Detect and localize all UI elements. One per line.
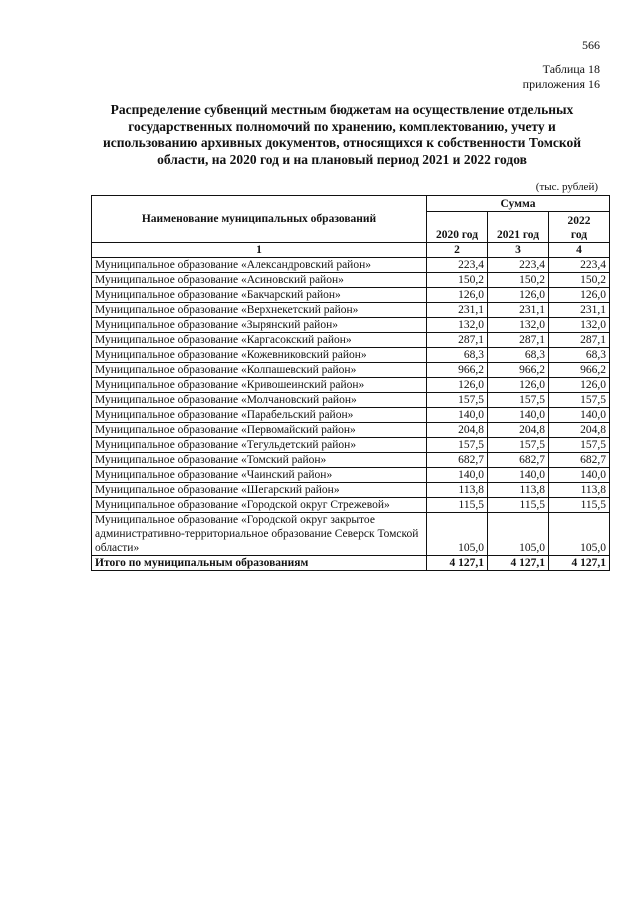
amount-2021: 68,3 <box>488 348 549 363</box>
col-number-2: 2 <box>427 243 488 258</box>
total-2022: 4 127,1 <box>549 556 610 571</box>
table-reference <box>523 62 600 92</box>
amount-2022: 204,8 <box>549 423 610 438</box>
table-row <box>92 273 610 288</box>
total-2020: 4 127,1 <box>427 556 488 571</box>
amount-2022: 682,7 <box>549 453 610 468</box>
amount-2021: 231,1 <box>488 303 549 318</box>
amount-2022: 157,5 <box>549 393 610 408</box>
municipality-name: Муниципальное образование «Парабельский район» <box>92 408 427 423</box>
subsidy-table <box>91 195 610 571</box>
municipality-name: Муниципальное образование «Томский район» <box>92 453 427 468</box>
amount-2021: 126,0 <box>488 288 549 303</box>
header-name: Наименование муниципальных образований <box>92 196 427 243</box>
municipality-name: Муниципальное образование «Каргасокский район» <box>92 333 427 348</box>
amount-2022: 140,0 <box>549 408 610 423</box>
table-ref-line1: Таблица 18 <box>542 62 600 76</box>
amount-2021: 113,8 <box>488 483 549 498</box>
amount-2020: 140,0 <box>427 468 488 483</box>
amount-2020: 113,8 <box>427 483 488 498</box>
col-number-1: 1 <box>92 243 427 258</box>
amount-2021: 150,2 <box>488 273 549 288</box>
header-year-2020: 2020 год <box>427 212 488 243</box>
amount-2020: 966,2 <box>427 363 488 378</box>
amount-2021: 287,1 <box>488 333 549 348</box>
amount-2020: 204,8 <box>427 423 488 438</box>
table-row <box>92 468 610 483</box>
municipality-name: Муниципальное образование «Шегарский район» <box>92 483 427 498</box>
table-row <box>92 438 610 453</box>
table-row <box>92 513 610 556</box>
header-year-2022: 2022 год <box>549 212 610 243</box>
amount-2021: 140,0 <box>488 408 549 423</box>
municipality-name: Муниципальное образование «Верхнекетский район» <box>92 303 427 318</box>
table-row <box>92 333 610 348</box>
amount-2022: 150,2 <box>549 273 610 288</box>
table-row <box>92 453 610 468</box>
amount-2020: 150,2 <box>427 273 488 288</box>
amount-2021: 126,0 <box>488 378 549 393</box>
amount-2022: 966,2 <box>549 363 610 378</box>
amount-2020: 68,3 <box>427 348 488 363</box>
amount-2021: 966,2 <box>488 363 549 378</box>
amount-2021: 105,0 <box>488 513 549 556</box>
amount-2022: 68,3 <box>549 348 610 363</box>
municipality-name: Муниципальное образование «Городской округ Стрежевой» <box>92 498 427 513</box>
amount-2020: 157,5 <box>427 393 488 408</box>
header-sum: Сумма <box>427 196 610 212</box>
municipality-name: Муниципальное образование «Колпашевский район» <box>92 363 427 378</box>
total-2021: 4 127,1 <box>488 556 549 571</box>
amount-2022: 113,8 <box>549 483 610 498</box>
amount-2022: 126,0 <box>549 288 610 303</box>
table-row <box>92 378 610 393</box>
municipality-name: Муниципальное образование «Зырянский район» <box>92 318 427 333</box>
table-row <box>92 483 610 498</box>
table-row <box>92 498 610 513</box>
municipality-name: Муниципальное образование «Тегульдетский район» <box>92 438 427 453</box>
amount-2021: 204,8 <box>488 423 549 438</box>
amount-2020: 105,0 <box>427 513 488 556</box>
table-row <box>92 258 610 273</box>
amount-2020: 682,7 <box>427 453 488 468</box>
table-row <box>92 408 610 423</box>
amount-2022: 126,0 <box>549 378 610 393</box>
page-number: 566 <box>582 38 600 52</box>
col-number-4: 4 <box>549 243 610 258</box>
table-row <box>92 348 610 363</box>
amount-2020: 223,4 <box>427 258 488 273</box>
amount-2020: 126,0 <box>427 288 488 303</box>
amount-2020: 287,1 <box>427 333 488 348</box>
units-label: (тыс. рублей) <box>535 181 598 193</box>
amount-2022: 132,0 <box>549 318 610 333</box>
municipality-name: Муниципальное образование «Чаинский район» <box>92 468 427 483</box>
municipality-name: Муниципальное образование «Кривошеинский район» <box>92 378 427 393</box>
municipality-name: Муниципальное образование «Городской округ закрытое административно-территориальное образование Северск Томской области» <box>92 513 427 556</box>
amount-2022: 287,1 <box>549 333 610 348</box>
amount-2021: 132,0 <box>488 318 549 333</box>
table-ref-line2: приложения 16 <box>522 77 600 91</box>
municipality-name: Муниципальное образование «Бакчарский район» <box>92 288 427 303</box>
table-row <box>92 303 610 318</box>
table-row <box>92 363 610 378</box>
amount-2022: 115,5 <box>549 498 610 513</box>
municipality-name: Муниципальное образование «Асиновский район» <box>92 273 427 288</box>
amount-2022: 105,0 <box>549 513 610 556</box>
amount-2020: 140,0 <box>427 408 488 423</box>
total-row <box>92 556 610 571</box>
table-row <box>92 288 610 303</box>
amount-2020: 126,0 <box>427 378 488 393</box>
amount-2020: 132,0 <box>427 318 488 333</box>
table-row <box>92 423 610 438</box>
amount-2022: 223,4 <box>549 258 610 273</box>
table-row <box>92 393 610 408</box>
document-title: Распределение субвенций местным бюджетам на осуществление отдельных государственных полномочий по хранению, комплектованию, учету и использованию архивных документов, относящихся к собственности Томской области, на 2020 год и на плановый период 2021 и 2022 годов <box>102 102 582 167</box>
amount-2022: 140,0 <box>549 468 610 483</box>
amount-2021: 223,4 <box>488 258 549 273</box>
amount-2022: 231,1 <box>549 303 610 318</box>
municipality-name: Муниципальное образование «Александровский район» <box>92 258 427 273</box>
municipality-name: Муниципальное образование «Молчановский район» <box>92 393 427 408</box>
amount-2021: 157,5 <box>488 393 549 408</box>
amount-2021: 115,5 <box>488 498 549 513</box>
header-year-2021: 2021 год <box>488 212 549 243</box>
amount-2021: 140,0 <box>488 468 549 483</box>
amount-2021: 682,7 <box>488 453 549 468</box>
table-row <box>92 318 610 333</box>
col-number-3: 3 <box>488 243 549 258</box>
total-label: Итого по муниципальным образованиям <box>92 556 427 571</box>
amount-2020: 231,1 <box>427 303 488 318</box>
amount-2021: 157,5 <box>488 438 549 453</box>
amount-2020: 157,5 <box>427 438 488 453</box>
municipality-name: Муниципальное образование «Первомайский район» <box>92 423 427 438</box>
amount-2022: 157,5 <box>549 438 610 453</box>
amount-2020: 115,5 <box>427 498 488 513</box>
municipality-name: Муниципальное образование «Кожевниковский район» <box>92 348 427 363</box>
